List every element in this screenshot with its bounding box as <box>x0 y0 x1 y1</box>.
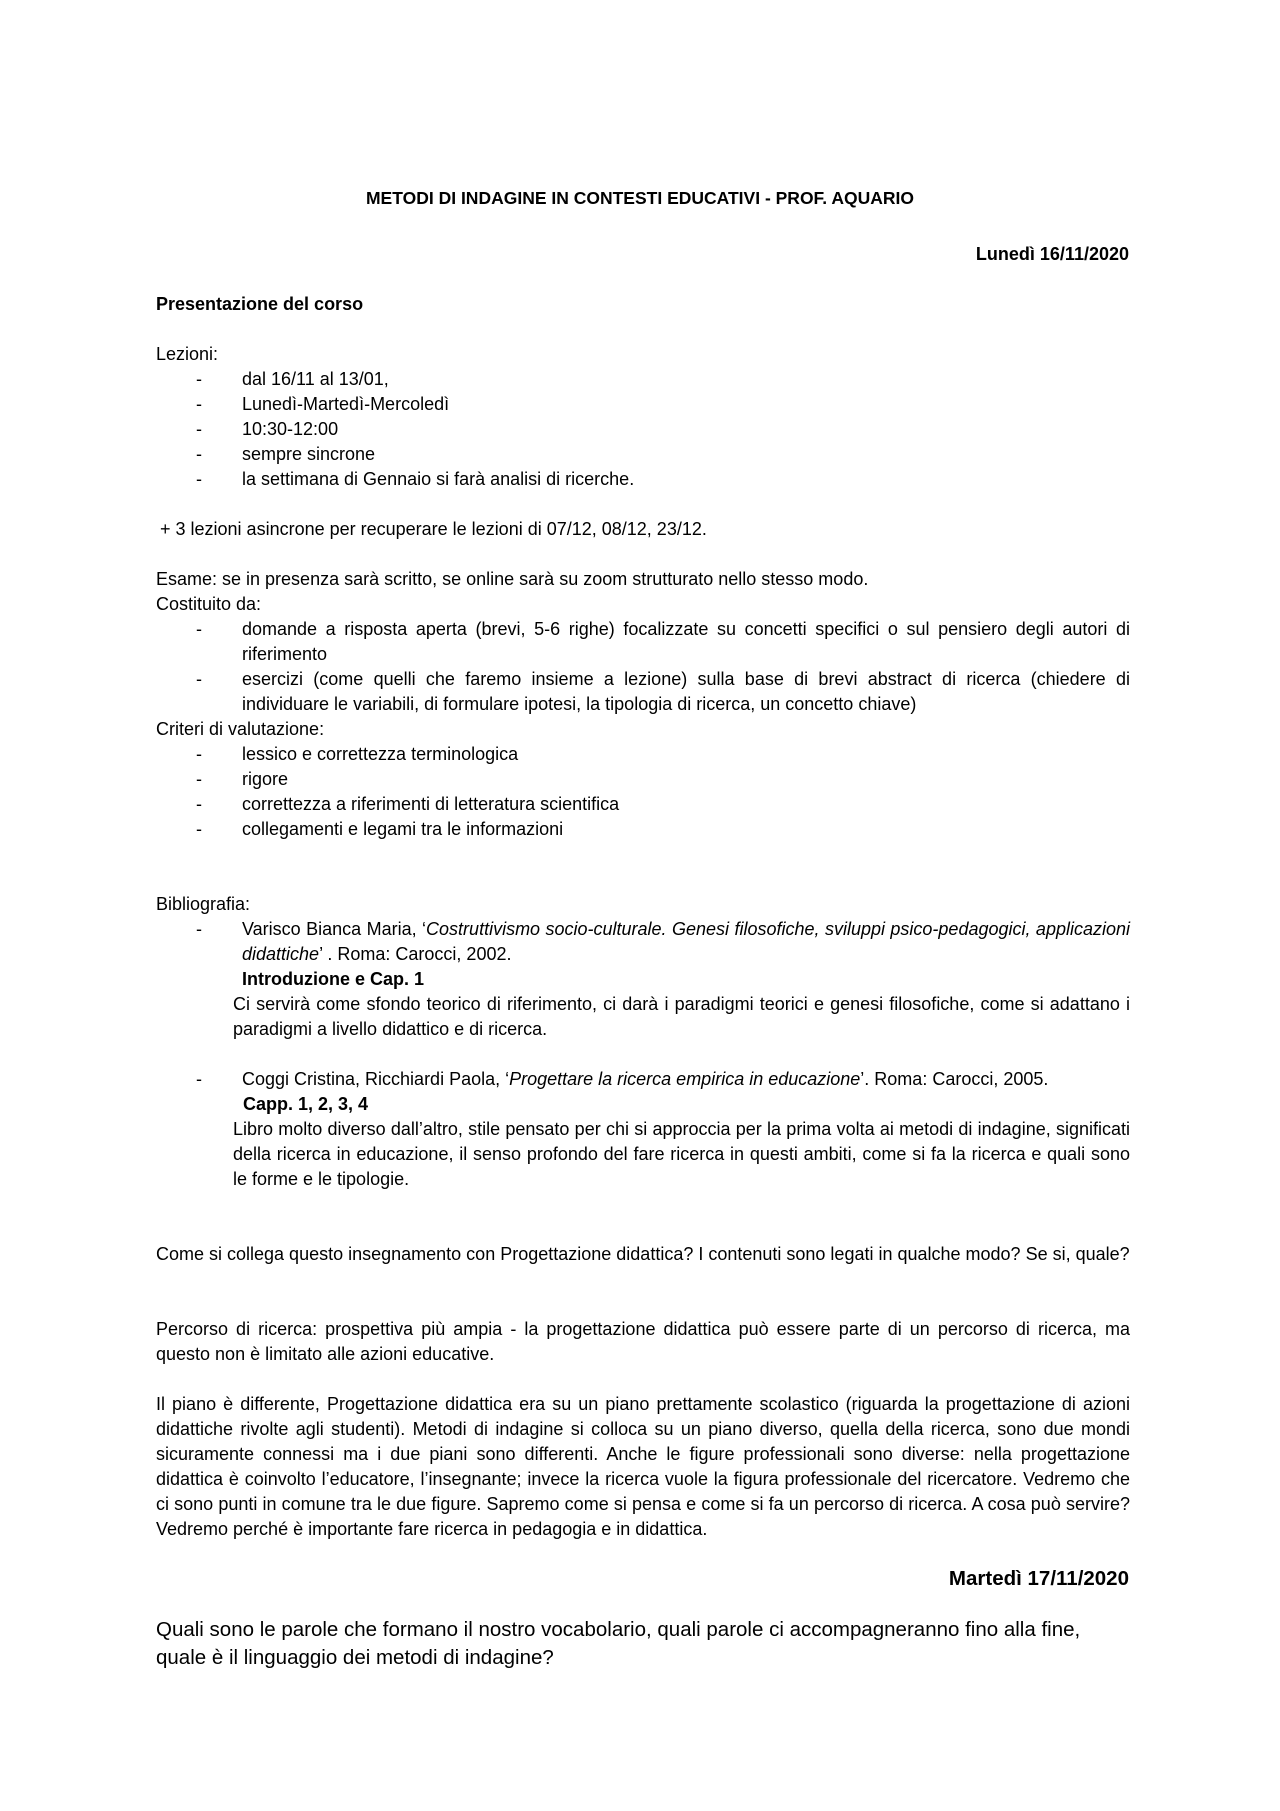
bib-entry-2: Coggi Cristina, Ricchiardi Paola, ‘Progettare la ricerca empirica in educazione’. Roma: Carocci, 2005. <box>242 1069 1049 1089</box>
list-item: - la settimana di Gennaio si farà analisi di ricerche. <box>196 469 635 489</box>
lezioni-list <box>156 367 1130 492</box>
bib-entry-1: Varisco Bianca Maria, ‘Costruttivismo socio-culturale. Genesi filosofiche, sviluppi psico-pedagogici, applicazioni didattiche’ . Roma: Carocci, 2002. <box>242 919 1130 964</box>
bib-note-1: Ci servirà come sfondo teorico di riferimento, ci darà i paradigmi teorici e genesi filosofiche, come si adattano i paradigmi a livello didattico e di ricerca. <box>233 994 1130 1039</box>
criteri-label: Criteri di valutazione: <box>156 719 325 739</box>
bibliografia-label: Bibliografia: <box>156 894 251 914</box>
criteri-list <box>156 742 1130 842</box>
document-title: METODI DI INDAGINE IN CONTESTI EDUCATIVI - PROF. AQUARIO <box>365 188 915 208</box>
bib-chapters-1: Introduzione e Cap. 1 <box>242 969 425 989</box>
final-question: Quali sono le parole che formano il nostro vocabolario, quali parole ci accompagneranno fino alla fine, quale è il linguaggio dei metodi di indagine? <box>156 1618 1081 1669</box>
list-item: - dal 16/11 al 13/01, <box>196 369 389 389</box>
list-item: - lessico e correttezza terminologica <box>196 744 519 764</box>
exam-description: Esame: se in presenza sarà scritto, se online sarà su zoom strutturato nello stesso modo. <box>156 569 869 589</box>
paragraph-percorso: Percorso di ricerca: prospettiva più ampia - la progettazione didattica può essere parte di un percorso di ricerca, ma questo non è limitato alle azioni educative. <box>156 1319 1130 1364</box>
section-heading: Presentazione del corso <box>156 294 364 314</box>
list-item: - sempre sincrone <box>196 444 376 464</box>
list-item: - Lunedì-Martedì-Mercoledì <box>196 394 450 414</box>
paragraph-piano: Il piano è differente, Progettazione didattica era su un piano prettamente scolastico (riguarda la progettazione di azioni didattiche rivolte agli studenti). Metodi di indagine si colloca su un piano diverso, quella della ricerca, sono due mondi sicuramente connessi ma i due piani sono differenti. Anche le figure professionali sono diverse: nella progettazione didattica è coinvolto l’educatore, l’insegnante; invece la ricerca vuole la figura professionale del ricercatore. Vedremo che ci sono punti in comune tra le due figure. Sapremo come si pensa e come si fa un percorso di ricerca. A cosa può servire? Vedremo perché è importante fare ricerca in pedagogia e in didattica. <box>156 1394 1130 1539</box>
list-item: - esercizi (come quelli che faremo insieme a lezione) sulla base di brevi abstract di ricerca (chiedere di individuare le variabili, di formulare ipotesi, la tipologia di ricerca, un concetto chiave) <box>196 669 1130 714</box>
bib-title-1: Costruttivismo socio-culturale. Genesi filosofiche, sviluppi psico-pedagogici, applicazioni didattiche <box>242 919 1130 964</box>
list-item: - 10:30-12:00 <box>196 419 339 439</box>
lezioni-label: Lezioni: <box>156 344 219 364</box>
lecture-date-1: Lunedì 16/11/2020 <box>975 244 1129 264</box>
list-item: - domande a risposta aperta (brevi, 5-6 righe) focalizzate su concetti specifici o sul pensiero degli autori di riferimento <box>196 619 1130 664</box>
bib-chapters-2: Capp. 1, 2, 3, 4 <box>243 1094 369 1114</box>
question-paragraph: Come si collega questo insegnamento con Progettazione didattica? I contenuti sono legati in qualche modo? Se si, quale? <box>156 1244 1130 1264</box>
bib-dash-1: - <box>196 919 202 939</box>
list-item: - rigore <box>196 769 289 789</box>
costituito-label: Costituito da: <box>156 594 262 614</box>
bib-note-2: Libro molto diverso dall’altro, stile pensato per chi si approccia per la prima volta ai metodi di indagine, significati della ricerca in educazione, il senso profondo del fare ricerca in questi ambiti, come si fa la ricerca e quali sono le forme e le tipologie. <box>233 1119 1130 1189</box>
bib-title-2: Progettare la ricerca empirica in educazione <box>509 1069 861 1089</box>
async-note: + 3 lezioni asincrone per recuperare le lezioni di 07/12, 08/12, 23/12. <box>160 519 707 539</box>
list-item: - collegamenti e legami tra le informazioni <box>196 819 564 839</box>
costituito-list <box>156 617 1130 717</box>
bib-dash-2: - <box>196 1069 202 1089</box>
list-item: - correttezza a riferimenti di letteratura scientifica <box>196 794 620 814</box>
lecture-date-2: Martedì 17/11/2020 <box>948 1567 1129 1590</box>
